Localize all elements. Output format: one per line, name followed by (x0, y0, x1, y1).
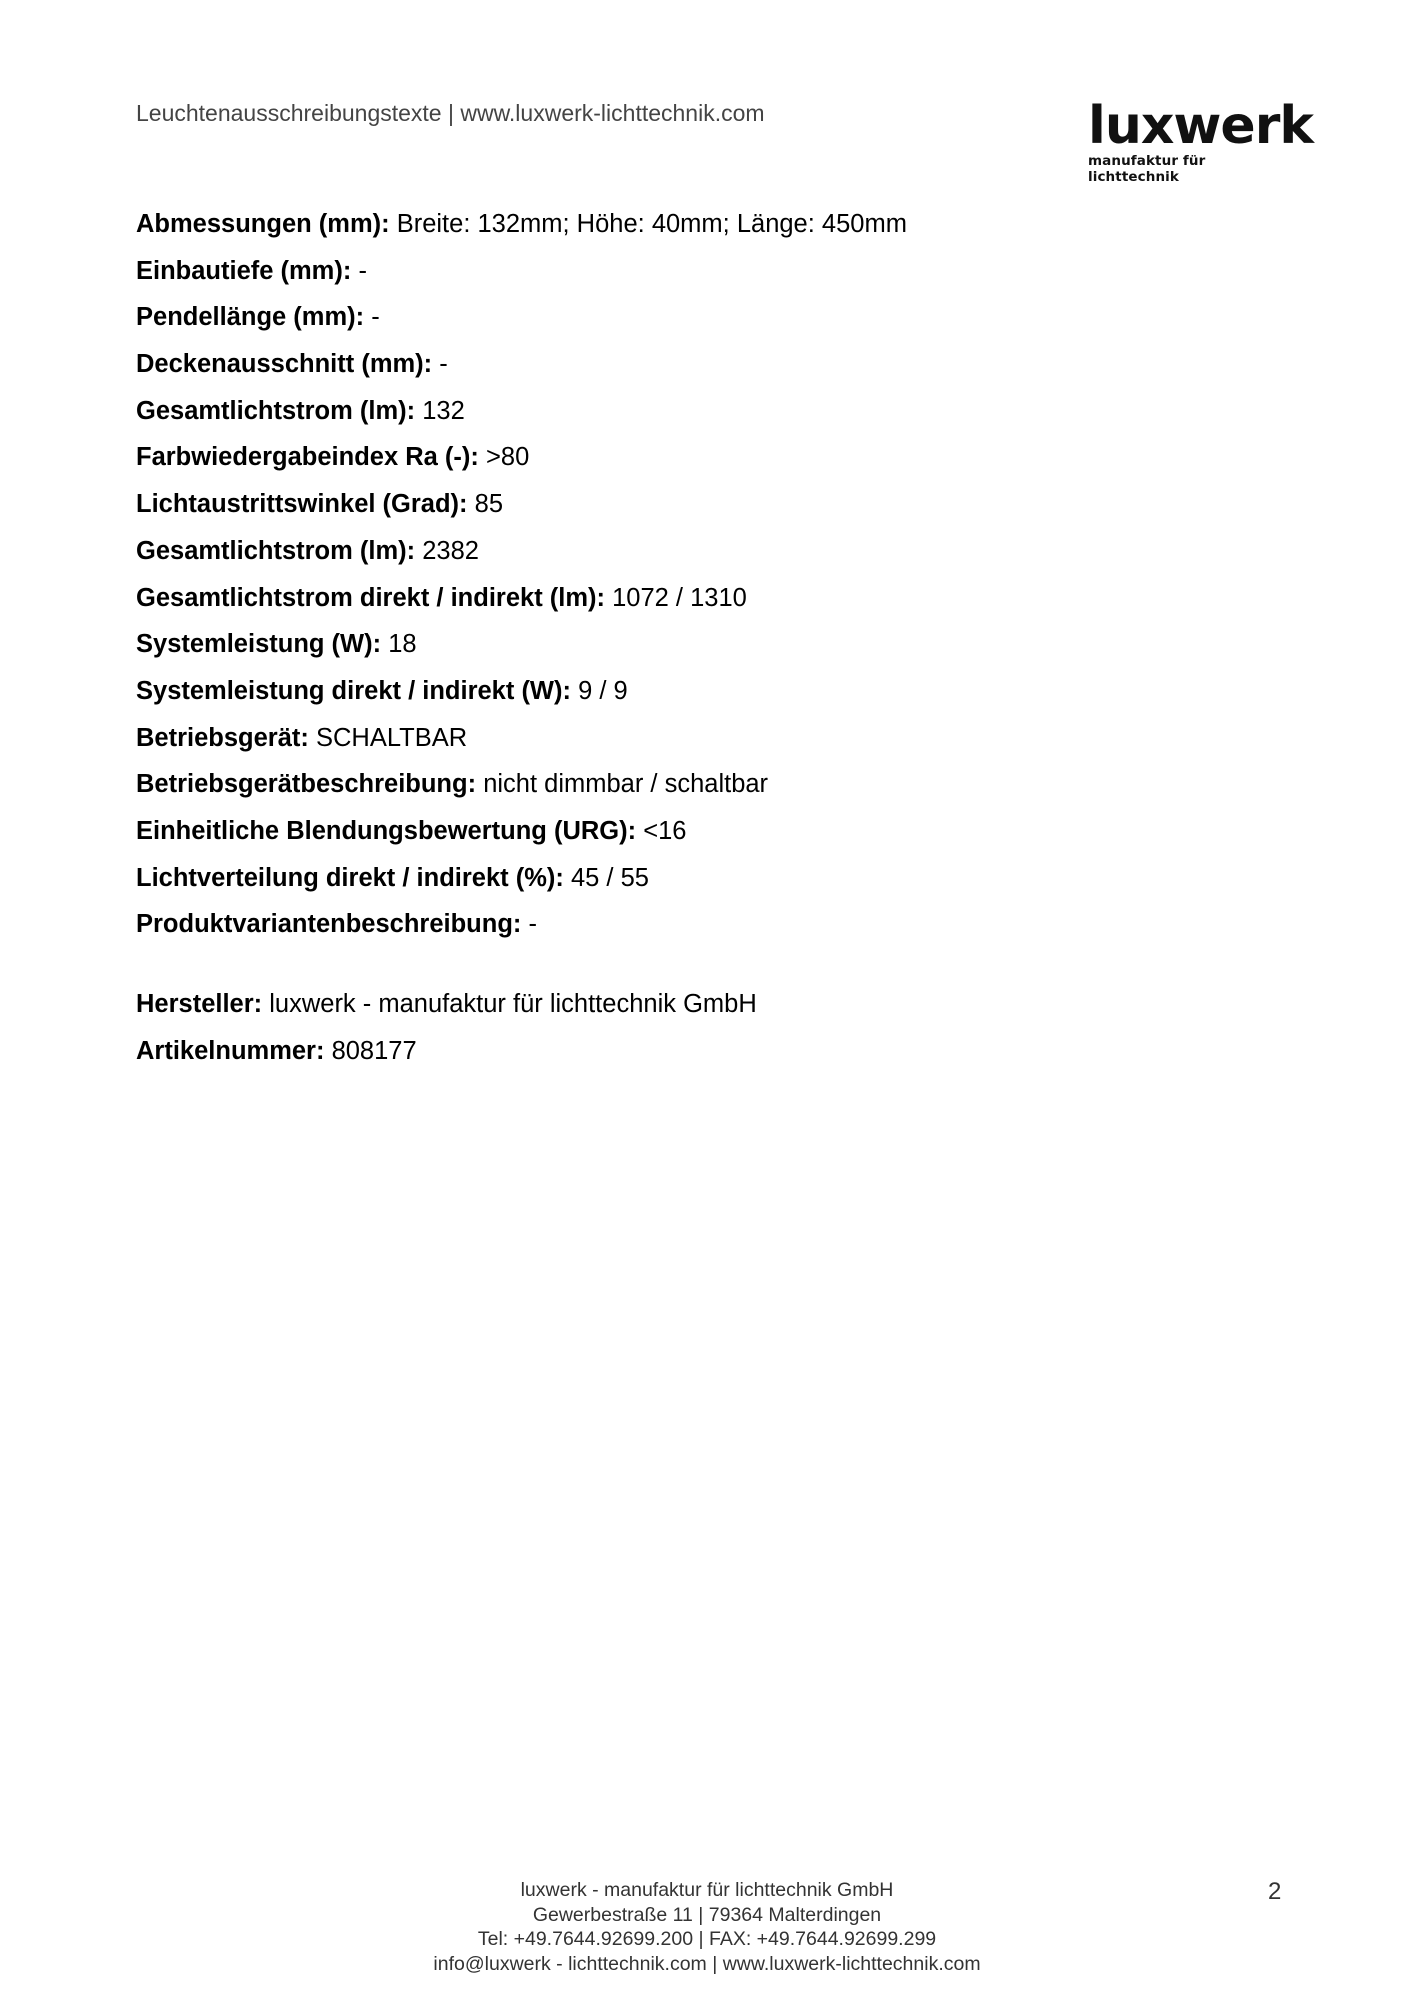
spec-label: Systemleistung (W): (136, 630, 382, 659)
spec-row-gesamtlichtstrom (136, 394, 1236, 441)
spec-row-farbwiedergabeindex (136, 440, 1236, 487)
vendor-row-hersteller (136, 987, 1236, 1034)
spec-label: Gesamtlichtstrom direkt / indirekt (lm): (136, 583, 606, 612)
spec-value: SCHALTBAR (315, 723, 468, 752)
spec-label: Farbwiedergabeindex Ra (-): (136, 443, 479, 472)
footer-address: Gewerbestraße 11 | 79364 Malterdingen (532, 1903, 882, 1926)
spec-label: Gesamtlichtstrom (lm): (136, 396, 416, 425)
spec-value: nicht dimmbar / schaltbar (483, 770, 769, 799)
spec-label: Systemleistung direkt / indirekt (W): (136, 676, 571, 705)
spec-row-pendellaenge (136, 300, 1236, 347)
spec-row-einbautiefe (136, 254, 1236, 301)
vendor-list (136, 987, 1236, 1080)
spec-list (136, 207, 1236, 954)
vendor-row-artikelnummer (136, 1034, 1236, 1081)
spec-row-systemleistung-direkt-indirekt (136, 674, 1236, 721)
footer-company: luxwerk - manufaktur für lichttechnik GmbH (520, 1879, 894, 1901)
spec-value: 9 / 9 (578, 676, 628, 705)
spec-label: Pendellänge (mm): (136, 303, 365, 332)
spec-value: <16 (643, 816, 687, 845)
spec-value: - (528, 910, 537, 939)
spec-value: - (439, 350, 448, 379)
spec-row-lichtstrom-direkt-indirekt (136, 581, 1236, 628)
spec-row-gesamtlichtstrom-2 (136, 534, 1236, 581)
spec-row-abmessungen (136, 207, 1236, 254)
luxwerk-logo (1088, 96, 1313, 185)
spec-label: Lichtverteilung direkt / indirekt (%): (136, 863, 564, 892)
spec-label: Betriebsgerätbeschreibung: (136, 770, 477, 799)
header-text: Leuchtenausschreibungstexte | www.luxwerk-lichttechnik.com (136, 100, 765, 126)
spec-label: Einheitliche Blendungsbewertung (URG): (136, 816, 637, 845)
spec-value: 1072 / 1310 (612, 583, 747, 612)
spec-value: 85 (474, 490, 504, 519)
vendor-label: Hersteller: (136, 990, 263, 1018)
spec-row-produktvariantenbeschreibung (136, 907, 1236, 954)
logo-tagline: manufaktur für lichttechnik (1088, 153, 1206, 185)
vendor-value: luxwerk - manufaktur für lichttechnik GmbH (269, 990, 757, 1018)
spec-row-betriebsgeraetbeschreibung (136, 767, 1236, 814)
vendor-value: 808177 (331, 1036, 417, 1065)
page-number: 2 (1268, 1878, 1282, 1905)
spec-value: >80 (486, 443, 530, 472)
spec-row-deckenausschnitt (136, 347, 1236, 394)
spec-label: Lichtaustrittswinkel (Grad): (136, 490, 468, 519)
spec-value: 45 / 55 (570, 863, 649, 892)
spec-row-betriebsgeraet (136, 721, 1236, 768)
spec-label: Produktvariantenbeschreibung: (136, 910, 522, 939)
spec-row-lichtverteilung (136, 861, 1236, 908)
spec-label: Einbautiefe (mm): (136, 256, 352, 285)
spec-label: Abmessungen (mm): (136, 210, 390, 238)
spec-row-blendungsbewertung (136, 814, 1236, 861)
spec-label: Deckenausschnitt (mm): (136, 350, 433, 379)
spec-value: - (371, 303, 380, 332)
spec-value: - (358, 256, 367, 285)
footer (357, 1878, 1057, 1976)
spec-value: 2382 (422, 536, 479, 565)
footer-phone-fax: Tel: +49.7644.92699.200 | FAX: +49.7644.92699.299 (477, 1928, 937, 1950)
spec-row-systemleistung (136, 627, 1236, 674)
spec-value: 132 (422, 396, 465, 425)
spec-value: Breite: 132mm; Höhe: 40mm; Länge: 450mm (396, 210, 907, 238)
logo-wordmark: luxwerk (1088, 96, 1313, 156)
spec-row-lichtaustrittswinkel (136, 487, 1236, 534)
spec-value: 18 (388, 630, 417, 659)
spec-label: Betriebsgerät: (136, 723, 309, 752)
spec-label: Gesamtlichtstrom (lm): (136, 536, 416, 565)
vendor-label: Artikelnummer: (136, 1036, 325, 1065)
footer-email-web: info@luxwerk - lichttechnik.com | www.luxwerk-lichttechnik.com (433, 1952, 981, 1975)
